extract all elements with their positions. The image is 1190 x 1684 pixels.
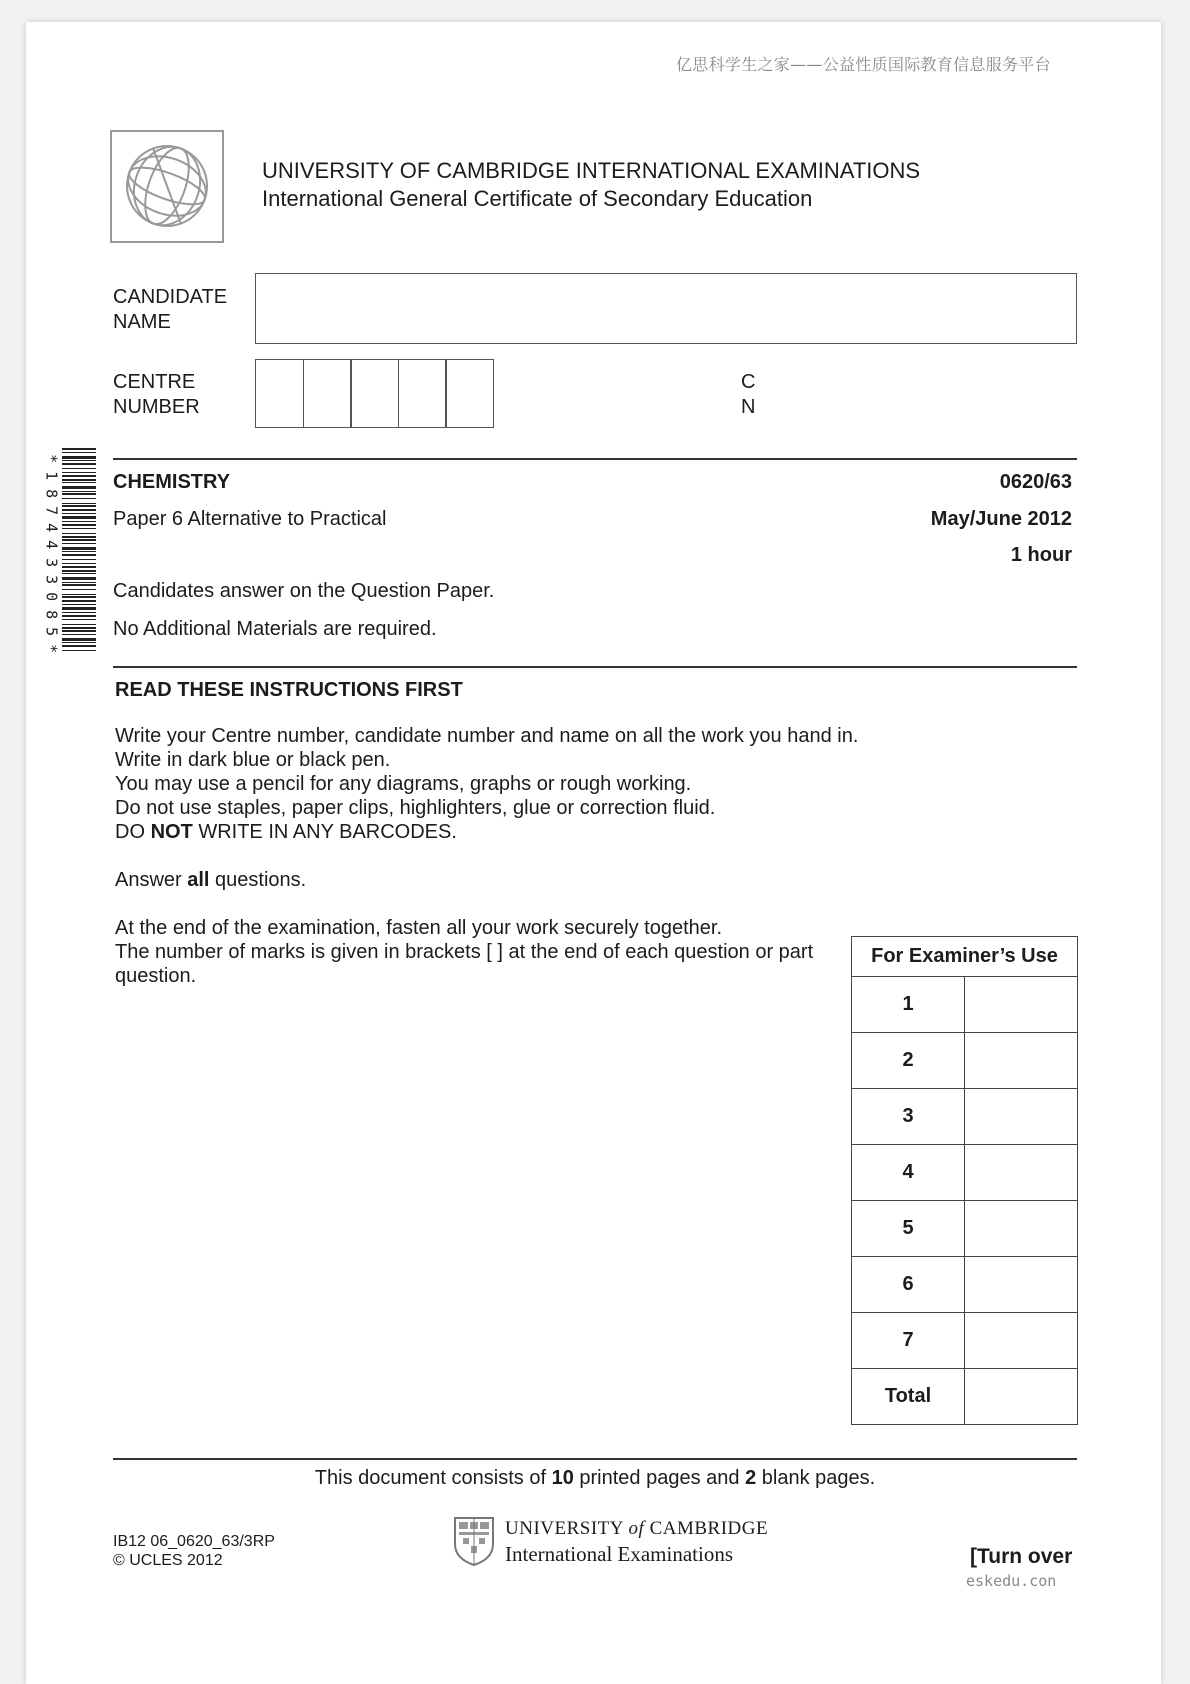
- barcode-bar: [62, 584, 96, 586]
- paper-title: Paper 6 Alternative to Practical: [113, 508, 387, 530]
- barcode-bar: [62, 582, 96, 583]
- candidate-number-label: C N: [741, 371, 756, 418]
- barcode-bar: [62, 513, 96, 514]
- instruction-line: The number of marks is given in brackets [ ] at the end of each question or part: [115, 941, 814, 963]
- barcode-bar: [62, 638, 96, 641]
- barcode-bar: [62, 539, 96, 541]
- barcode-bar: [62, 482, 96, 483]
- mark-cell[interactable]: [965, 1089, 1078, 1145]
- barcode-digit: 8: [42, 609, 61, 619]
- barcode-bar: [62, 452, 96, 453]
- barcode-bar: [62, 460, 96, 461]
- centre-digit-box[interactable]: [350, 359, 399, 428]
- instruction-line: You may use a pencil for any diagrams, graphs or rough working.: [115, 773, 692, 795]
- centre-number-field[interactable]: [255, 359, 494, 428]
- barcode-bar: [62, 642, 96, 643]
- barcode-bar: [62, 505, 96, 507]
- barcode-digit: 3: [42, 557, 61, 567]
- turn-over-label: [Turn over: [970, 1545, 1073, 1568]
- barcode-bar: [62, 594, 96, 595]
- barcode-bar: [62, 547, 96, 550]
- instruction-line: At the end of the examination, fasten all your work securely together.: [115, 917, 723, 939]
- subject-title: CHEMISTRY: [113, 471, 231, 493]
- question-number: 6: [852, 1257, 965, 1313]
- barcode-bar: [62, 521, 96, 522]
- barcode-bar: [62, 493, 96, 495]
- barcode-bar: [62, 528, 96, 529]
- org-title: UNIVERSITY OF CAMBRIDGE INTERNATIONAL EXAMINATIONS: [262, 158, 921, 183]
- mark-cell[interactable]: [965, 1201, 1078, 1257]
- barcode-bar: [62, 503, 96, 504]
- barcode-digit: 4: [42, 523, 61, 533]
- barcode-bar: [62, 577, 96, 580]
- question-number: 5: [852, 1201, 965, 1257]
- barcode-digit: 3: [42, 575, 61, 585]
- instruction-line: Write your Centre number, candidate number and name on all the work you hand in.: [115, 725, 859, 747]
- question-number: 3: [852, 1089, 965, 1145]
- watermark-text: 亿思科学生之家——公益性质国际教育信息服务平台: [676, 55, 1051, 74]
- cambridge-logo-subtitle: International Examinations: [505, 1542, 734, 1566]
- candidate-name-label: CANDIDATE NAME: [113, 286, 228, 333]
- candidate-name-field[interactable]: [255, 273, 1077, 344]
- barcode-bar: [62, 543, 96, 544]
- barcode-bar: [62, 456, 96, 459]
- barcode-bar: [62, 630, 96, 632]
- barcode-bar: [62, 551, 96, 552]
- barcode-digit: 4: [42, 540, 61, 550]
- syllabus-code: 0620/63: [999, 471, 1072, 493]
- barcode-digit: 1: [42, 471, 61, 481]
- barcode-bar: [62, 596, 96, 598]
- divider: [113, 666, 1077, 668]
- barcode: [62, 448, 96, 654]
- question-number: 4: [852, 1145, 965, 1201]
- barcode-digit: *: [42, 454, 61, 464]
- barcode-bar: [62, 516, 96, 519]
- mark-cell[interactable]: [965, 1033, 1078, 1089]
- examiner-table-row: [852, 1201, 1078, 1257]
- barcode-digit: *: [42, 644, 61, 654]
- centre-digit-box[interactable]: [445, 359, 494, 428]
- divider: [113, 458, 1077, 460]
- site-watermark: eskedu.con: [966, 1572, 1057, 1590]
- barcode-bar: [62, 463, 96, 465]
- barcode-bar: [62, 573, 96, 574]
- examiner-table-row: [852, 1145, 1078, 1201]
- examiner-table-row: [852, 977, 1078, 1033]
- barcode-bar: [62, 472, 96, 473]
- examiner-use-table: [851, 936, 1078, 1425]
- question-number: 1: [852, 977, 965, 1033]
- barcode-bar: [62, 479, 96, 481]
- instruction-line: Do not use staples, paper clips, highlighters, glue or correction fluid.: [115, 797, 716, 819]
- instruction-line: question.: [115, 965, 197, 987]
- barcode-bar: [62, 650, 96, 651]
- instructions-heading: READ THESE INSTRUCTIONS FIRST: [115, 679, 463, 701]
- barcode-bar: [62, 624, 96, 625]
- paper-reference: IB12 06_0620_63/3RP © UCLES 2012: [113, 1533, 275, 1569]
- barcode-bar: [62, 612, 96, 613]
- cambridge-crest-icon: [453, 1516, 495, 1566]
- org-subtitle: International General Certificate of Secondary Education: [262, 186, 813, 211]
- mark-cell[interactable]: [965, 977, 1078, 1033]
- barcode-digit: 5: [42, 627, 61, 637]
- cambridge-logo-name: UNIVERSITY of CAMBRIDGE: [505, 1518, 769, 1539]
- barcode-bar: [62, 566, 96, 568]
- mark-cell[interactable]: [965, 1145, 1078, 1201]
- page-count-note: This document consists of 10 printed pages and 2 blank pages.: [314, 1467, 876, 1489]
- barcode-bar: [62, 589, 96, 590]
- exam-duration: 1 hour: [1010, 544, 1072, 566]
- examiner-table-row: [852, 1313, 1078, 1369]
- barcode-bar: [62, 600, 96, 602]
- barcode-bar: [62, 604, 96, 605]
- barcode-bar: [62, 524, 96, 526]
- answer-note: Candidates answer on the Question Paper.: [113, 580, 495, 602]
- instruction-line: Write in dark blue or black pen.: [115, 749, 391, 771]
- barcode-bar: [62, 615, 96, 617]
- barcode-bar: [62, 448, 96, 450]
- barcode-bar: [62, 509, 96, 511]
- barcode-digit: 0: [42, 592, 61, 602]
- barcode-bar: [62, 559, 96, 560]
- centre-digit-box[interactable]: [398, 359, 447, 428]
- barcode-bar: [62, 491, 96, 492]
- barcode-bar: [62, 607, 96, 610]
- examiner-table-row: [852, 1257, 1078, 1313]
- barcode-bar: [62, 475, 96, 477]
- barcode-bar: [62, 570, 96, 572]
- centre-digit-box[interactable]: [255, 359, 304, 428]
- barcode-bar: [62, 533, 96, 534]
- question-number: 7: [852, 1313, 965, 1369]
- barcode-bar: [62, 468, 96, 469]
- question-number: Total: [852, 1369, 965, 1425]
- instruction-line: DO NOT WRITE IN ANY BARCODES.: [115, 821, 457, 843]
- mark-cell[interactable]: [965, 1369, 1078, 1425]
- instructions-block: [115, 724, 858, 988]
- barcode-digit: 7: [42, 506, 61, 516]
- barcode-bar: [62, 486, 96, 489]
- instruction-line: Answer all questions.: [115, 869, 307, 891]
- globe-logo: [110, 130, 224, 243]
- barcode-bar: [62, 634, 96, 635]
- examiner-table-row: [852, 1089, 1078, 1145]
- barcode-digit: 8: [42, 488, 61, 498]
- materials-note: No Additional Materials are required.: [113, 618, 437, 640]
- examiner-table-row: [852, 1033, 1078, 1089]
- barcode-bar: [62, 645, 96, 647]
- barcode-number: [42, 450, 60, 658]
- barcode-bar: [62, 619, 96, 620]
- mark-cell[interactable]: [965, 1257, 1078, 1313]
- centre-digit-box[interactable]: [303, 359, 352, 428]
- exam-session: May/June 2012: [930, 508, 1072, 530]
- barcode-bar: [62, 563, 96, 564]
- examiner-table-row: [852, 1369, 1078, 1425]
- barcode-bar: [62, 536, 96, 538]
- barcode-bar: [62, 554, 96, 556]
- examiner-table-heading: For Examiner’s Use: [852, 937, 1078, 977]
- centre-number-label: CENTRE NUMBER: [113, 371, 200, 418]
- divider: [113, 1458, 1077, 1460]
- barcode-bar: [62, 627, 96, 629]
- mark-cell[interactable]: [965, 1313, 1078, 1369]
- barcode-bar: [62, 498, 96, 499]
- question-number: 2: [852, 1033, 965, 1089]
